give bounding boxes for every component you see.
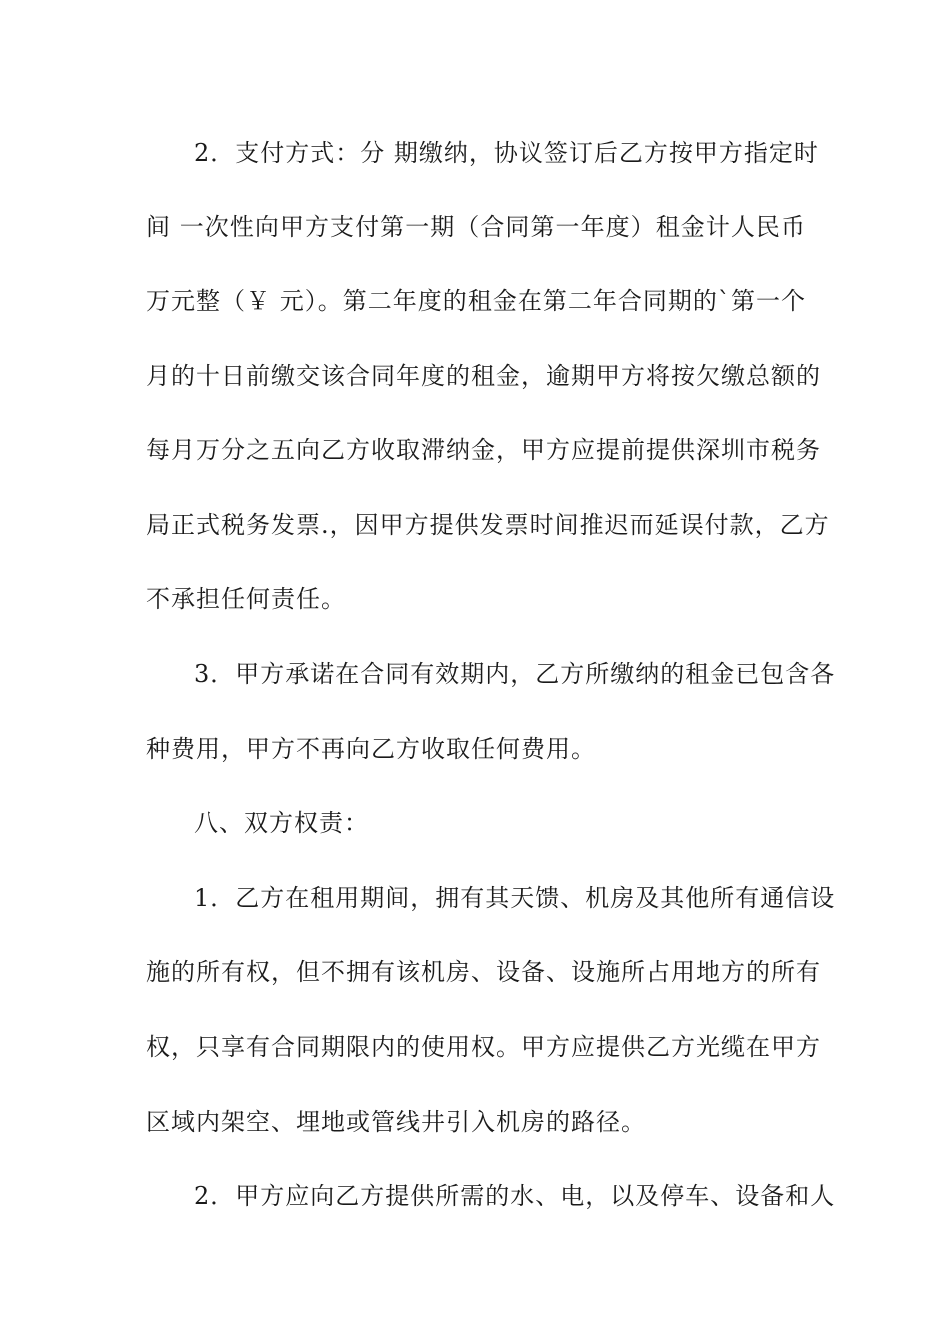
text-line-15: 2．甲方应向乙方提供所需的水、电，以及停车、设备和人 (194, 1182, 836, 1210)
text-line-7: 不承担任何责任。 (146, 585, 346, 613)
text-line-14: 区域内架空、埋地或管线井引入机房的路径。 (146, 1108, 646, 1136)
text-line-1: 2．支付方式：分 期缴纳，协议签订后乙方按甲方指定时 (194, 139, 819, 167)
text-line-13: 权，只享有合同期限内的使用权。甲方应提供乙方光缆在甲方 (146, 1033, 821, 1061)
text-line-12: 施的所有权，但不拥有该机房、设备、设施所占用地方的所有 (146, 958, 821, 986)
text-line-9: 种费用，甲方不再向乙方收取任何费用。 (146, 735, 596, 763)
text-line-2: 间 一次性向甲方支付第一期（合同第一年度）租金计人民币 (146, 213, 806, 241)
text-line-5: 每月万分之五向乙方收取滞纳金，甲方应提前提供深圳市税务 (146, 436, 821, 464)
text-line-11: 1．乙方在租用期间，拥有其天馈、机房及其他所有通信设 (194, 884, 836, 912)
text-line-8: 3．甲方承诺在合同有效期内，乙方所缴纳的租金已包含各 (194, 660, 836, 688)
text-line-6: 局正式税务发票.，因甲方提供发票时间推迟而延误付款，乙方 (146, 511, 830, 539)
text-line-4: 月的十日前缴交该合同年度的租金，逾期甲方将按欠缴总额的 (146, 362, 821, 390)
section-heading: 八、双方权责： (194, 809, 369, 837)
text-line-3: 万元整（￥ 元）。第二年度的租金在第二年合同期的`第一个 (146, 287, 806, 315)
